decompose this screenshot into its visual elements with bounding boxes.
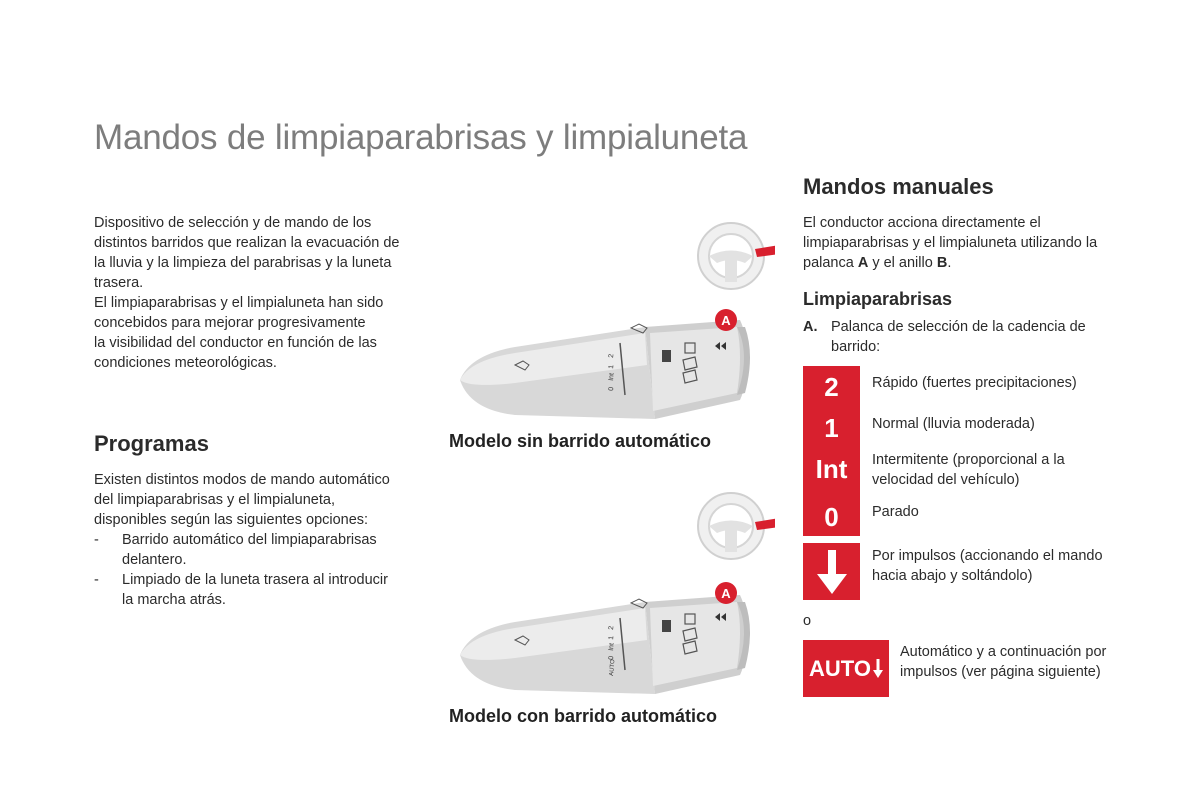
wiper-heading: Limpiaparabrisas [803,289,953,309]
auto-desc-line: impulsos (ver página siguiente) [900,664,1101,680]
speed-desc-off: Parado [872,504,919,520]
intro-line: Dispositivo de selección y de mando de los [94,215,372,231]
marker-a-label: A [721,313,731,328]
wiper-stalk-figure-top [455,215,775,420]
scale-label: 0 [608,386,616,392]
manual-paragraph [803,213,1143,273]
text-span: . [947,255,952,271]
speed-symbol-fast: 2 [824,372,839,402]
impulse-symbol [803,543,860,600]
intro-line: distintos barridos que realizan la evacuación de [94,235,400,251]
scale-label: Int [608,372,616,382]
item-a-line: Palanca de selección de la cadencia de [831,319,1086,335]
page-title: Mandos de limpiaparabrisas y limpialuneta [94,118,748,157]
list-item [94,530,434,570]
intro-line: la visibilidad del conductor en función de las [94,335,377,351]
stalk-body [460,595,750,694]
speed-desc-line: Intermitente (proporcional a la [872,452,1065,468]
auto-desc [900,642,1106,682]
manual-heading: Mandos manuales [803,174,994,199]
wiper-stalk-figure-bottom [455,490,775,695]
item-a-label [803,317,818,337]
auto-symbol-label: AUTO [809,655,871,681]
list-item-line: - Limpiado de la luneta trasera al introducir [122,572,388,588]
list-item [94,570,434,610]
impulse-desc-line: hacia abajo y soltándolo) [872,568,1033,584]
item-a-letter: A. [803,319,818,335]
speed-desc-fast: Rápido (fuertes precipitaciones) [872,375,1077,391]
auto-symbol [803,640,889,697]
scale-label: 1 [608,364,616,370]
auto-desc-line: Automático y a continuación por [900,644,1107,660]
steering-wheel-icon [698,493,775,559]
impulse-desc [872,546,1103,586]
steering-wheel-icon [698,223,775,289]
lever-ref: A [857,255,869,271]
item-a-line: barrido: [831,339,881,355]
marker-a-label: A [721,586,731,601]
list-item-line: delantero. [122,552,187,568]
scale-label: 0 [608,655,616,661]
manual-line: limpiaparabrisas y el limpialuneta utilizando la [803,235,1098,251]
intro-line: El limpiaparabrisas y el limpialuneta han sido [94,295,384,311]
figure-caption-top: Modelo sin barrido automático [449,431,712,451]
speed-desc-line: velocidad del vehículo) [872,472,1020,488]
programs-heading: Programas [94,431,209,456]
manual-line: El conductor acciona directamente el [803,215,1041,231]
scale-label: Int [608,642,616,652]
speed-desc-normal: Normal (lluvia moderada) [872,416,1035,432]
scale-label: 2 [608,625,616,631]
programs-line: disponibles según las siguientes opciones: [94,512,369,528]
scale-label: 2 [608,353,616,359]
speed-symbol-column [803,366,860,536]
intro-paragraph [94,213,434,373]
ring-ref: B [936,255,948,271]
figure-caption-bottom: Modelo con barrido automático [449,706,718,726]
item-a-text [831,317,1151,357]
speed-desc-intermittent [872,450,1065,490]
speed-symbol-off: 0 [824,502,839,532]
intro-line: la lluvia y la limpieza del parabrisas y la luneta [94,255,392,271]
intro-line: condiciones meteorológicas. [94,355,277,371]
programs-list [94,530,434,610]
marker-a [715,582,737,604]
intro-line: trasera. [94,275,144,291]
programs-line: del limpiaparabrisas y el limpialuneta, [94,492,335,508]
scale-label: 1 [608,635,616,641]
arrow-down-icon [817,550,847,594]
programs-paragraph [94,470,434,610]
intro-line: concebidos para mejorar progresivamente [94,315,366,331]
scale-label: AUTO [609,659,617,677]
stalk-body [460,320,750,419]
text-span: y el anillo [868,255,937,271]
list-item-line: - Barrido automático del limpiaparabrisas [122,532,377,548]
speed-symbol-intermittent: Int [815,454,848,484]
manual-line [803,253,1143,273]
impulse-desc-line: Por impulsos (accionando el mando [872,548,1103,564]
marker-a [715,309,737,331]
text-span: palanca [803,255,858,271]
or-text: o [803,613,812,629]
programs-line: Existen distintos modos de mando automático [94,472,390,488]
list-item-line: la marcha atrás. [122,592,226,608]
arrow-down-icon [873,659,883,679]
speed-symbol-normal: 1 [824,413,839,443]
